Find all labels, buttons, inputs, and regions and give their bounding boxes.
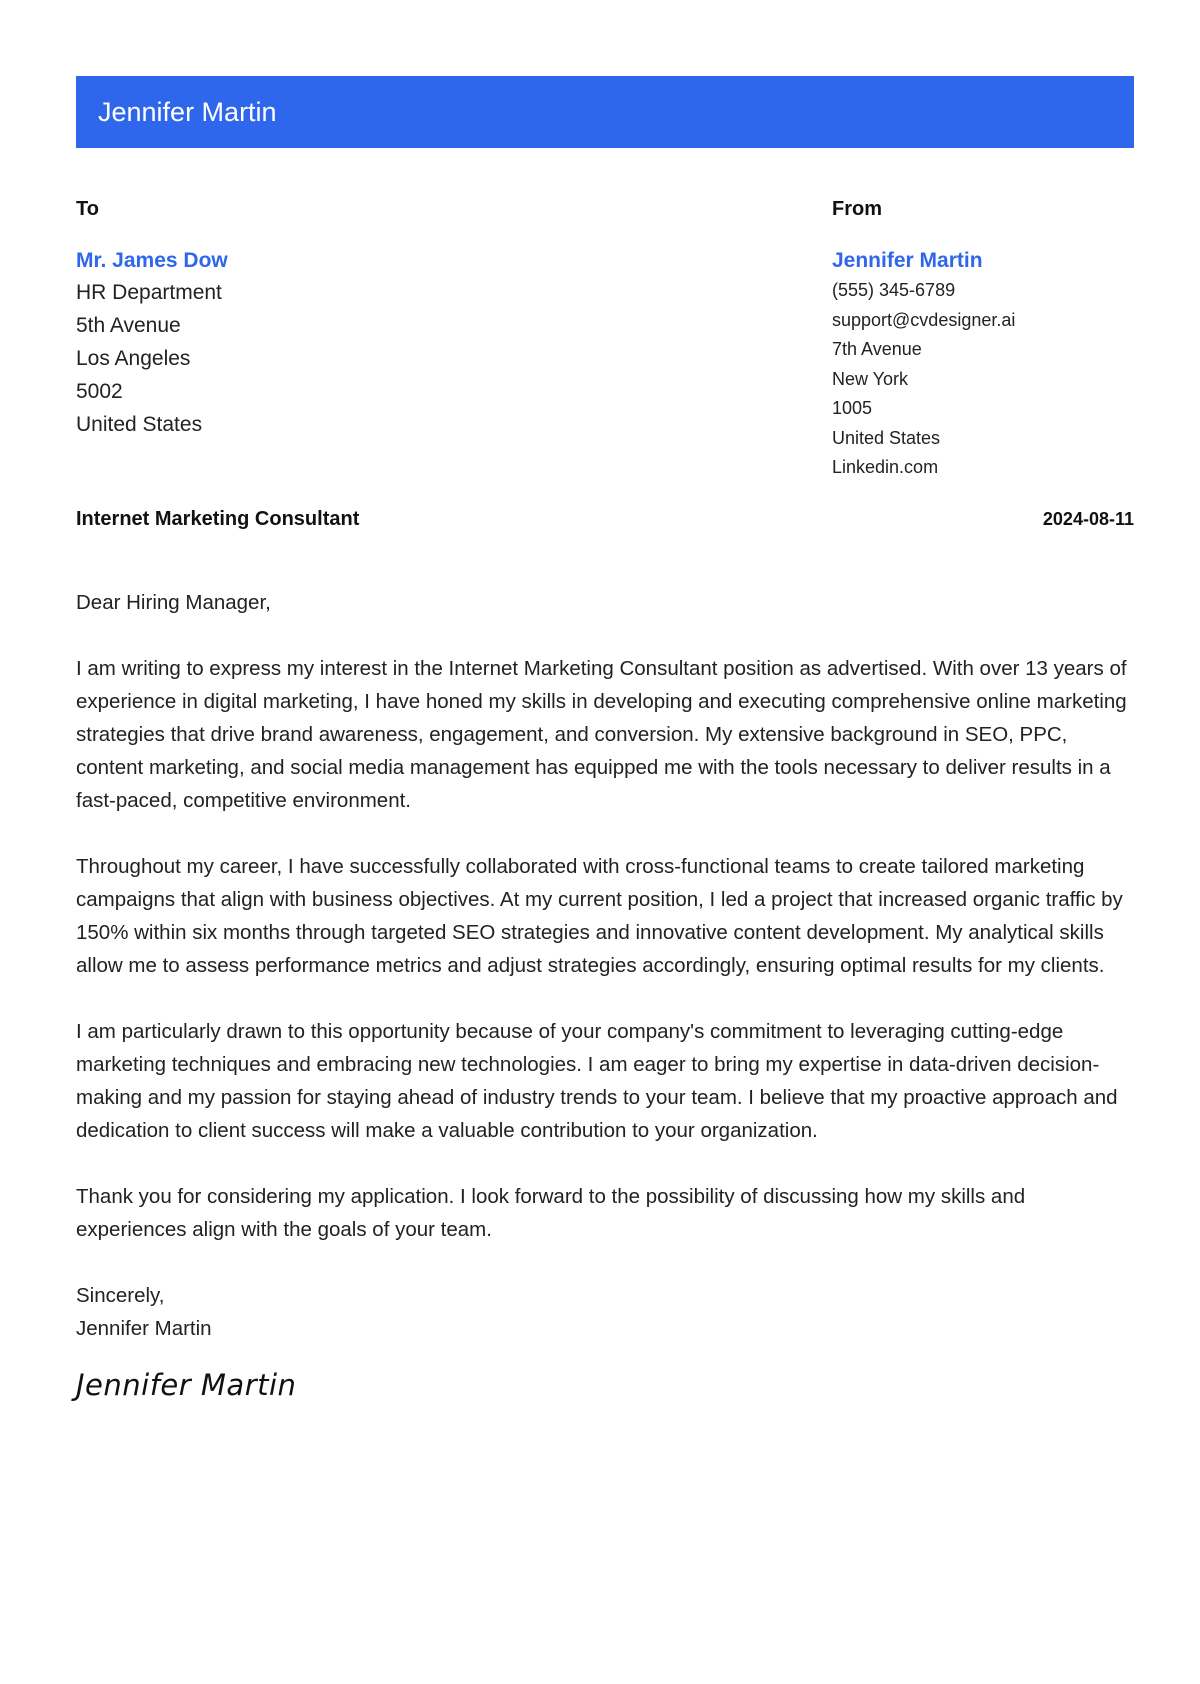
recipient-line: HR Department	[76, 281, 222, 304]
sender-block	[832, 194, 1132, 483]
sender-linkedin: Linkedin.com	[832, 457, 939, 477]
sender-label: From	[832, 198, 882, 220]
header-banner	[76, 76, 1134, 148]
sender-email: support@cvdesigner.ai	[832, 309, 1016, 330]
sender-name: Jennifer Martin	[832, 249, 983, 272]
closing: Sincerely,	[76, 1284, 165, 1307]
closing-name: Jennifer Martin	[76, 1317, 212, 1340]
recipient-block	[76, 194, 676, 441]
letter-date: 2024-08-11	[1042, 509, 1134, 529]
body-paragraph: Throughout my career, I have successfully collaborated with cross-functional teams to create tailored marketing campaigns that align with business objectives. At my current position, I led a project that increased organic traffic by 150% within six months through targeted SEO strategies and innovative content development. My analytical skills allow me to assess performance metrics and adjust strategies accordingly, ensuring optimal results for my clients.	[76, 855, 1123, 977]
signature: Jennifer Martin	[76, 1368, 297, 1402]
letter-body	[76, 586, 1136, 1405]
recipient-line: 5th Avenue	[76, 314, 181, 337]
recipient-line: 5002	[76, 380, 123, 403]
body-paragraph: I am writing to express my interest in the Internet Marketing Consultant position as advertised. With over 13 years of experience in digital marketing, I have honed my skills in developing and executing comprehensive online marketing strategies that drive brand awareness, engagement, and conversion. My extensive background in SEO, PPC, content marketing, and social media management has equipped me with the tools necessary to deliver results in a fast-paced, competitive environment.	[76, 657, 1127, 812]
recipient-line: Los Angeles	[76, 347, 191, 370]
salutation: Dear Hiring Manager,	[76, 591, 271, 614]
header-name: Jennifer Martin	[98, 96, 277, 127]
body-paragraph: Thank you for considering my application. I look forward to the possibility of discussing how my skills and experiences align with the goals of your team.	[76, 1185, 1026, 1241]
subject-row	[76, 508, 1134, 531]
sender-country: United States	[832, 427, 941, 448]
subject-title: Internet Marketing Consultant	[76, 508, 360, 530]
sender-street: 7th Avenue	[832, 339, 922, 359]
sender-city: New York	[832, 368, 909, 389]
sender-phone: (555) 345-6789	[832, 280, 956, 300]
body-paragraph: I am particularly drawn to this opportunity because of your company's commitment to leveraging cutting-edge marketing techniques and embracing new technologies. I am eager to bring my expertise in data-driven decision-making and my passion for staying ahead of industry trends to your team. I believe that my proactive approach and dedication to client success will make a valuable contribution to your organization.	[76, 1020, 1118, 1142]
sender-postal-code: 1005	[832, 398, 873, 418]
recipient-line: United States	[76, 413, 203, 436]
recipient-label: To	[76, 198, 99, 220]
recipient-name: Mr. James Dow	[76, 249, 228, 272]
